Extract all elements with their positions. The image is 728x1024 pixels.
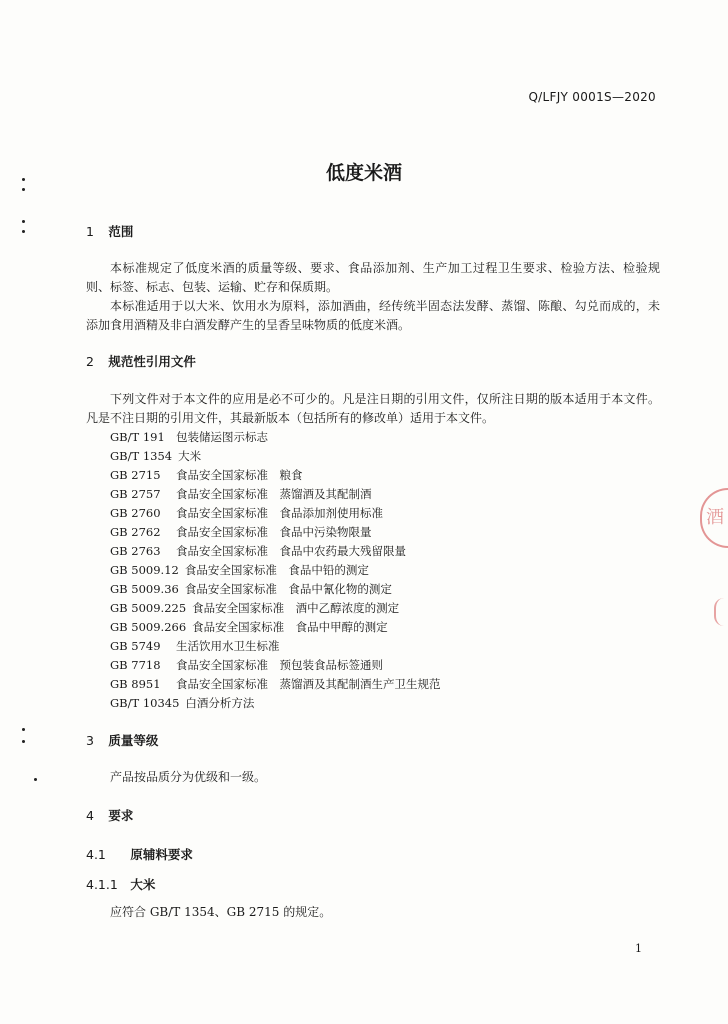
reference-item	[110, 542, 441, 561]
reference-item	[110, 428, 441, 447]
rice-requirement-paragraph: 应符合 GB/T 1354、GB 2715 的规定。	[110, 905, 332, 919]
section-title: 要求	[108, 808, 134, 823]
seal-fragment	[714, 598, 728, 626]
section-title: 原辅料要求	[130, 847, 193, 862]
quality-grade-paragraph: 产品按品质分为优级和一级。	[110, 770, 267, 784]
reference-code: GB 2715	[110, 468, 161, 482]
reference-code: GB 5749	[110, 639, 161, 653]
section-title: 质量等级	[108, 733, 159, 748]
reference-item	[110, 599, 441, 618]
scope-paragraph-1: 本标准规定了低度米酒的质量等级、要求、食品添加剂、生产加工过程卫生要求、检验方法、检验规则、标签、标志、包装、运输、贮存和保质期。	[86, 261, 660, 294]
reference-item	[110, 485, 441, 504]
reference-code: GB 5009.12	[110, 563, 179, 577]
reference-title: 食品安全国家标准 食品中氰化物的测定	[184, 582, 392, 596]
reference-item	[110, 694, 441, 713]
standard-code: Q/LFJY 0001S—2020	[528, 90, 656, 104]
reference-code: GB/T 10345	[110, 696, 180, 710]
reference-list	[110, 428, 441, 713]
reference-code: GB 5009.225	[110, 601, 187, 615]
section-title: 规范性引用文件	[108, 354, 196, 369]
reference-title: 包装储运图示标志	[176, 430, 268, 444]
reference-code: GB 2760	[110, 506, 161, 520]
section-number: 3	[86, 733, 94, 748]
section-title: 范围	[108, 224, 134, 239]
reference-code: GB 2757	[110, 487, 161, 501]
reference-item	[110, 656, 441, 675]
section-3-heading	[86, 731, 158, 749]
reference-title: 食品安全国家标准 食品中污染物限量	[176, 525, 372, 539]
section-1-heading	[86, 222, 133, 240]
scan-speck	[22, 740, 25, 743]
reference-code: GB 5009.36	[110, 582, 179, 596]
scan-speck	[22, 728, 25, 731]
reference-title: 食品安全国家标准 预包装食品标签通则	[176, 658, 383, 672]
section-4-1-1-heading	[86, 875, 155, 893]
reference-code: GB 5009.266	[110, 620, 187, 634]
reference-item	[110, 580, 441, 599]
reference-title: 食品安全国家标准 食品中甲醇的测定	[192, 620, 388, 634]
reference-title: 食品安全国家标准 蒸馏酒及其配制酒	[176, 487, 372, 501]
section-4-1-heading	[86, 845, 193, 863]
reference-code: GB 8951	[110, 677, 161, 691]
reference-title: 白酒分析方法	[185, 696, 255, 710]
scan-speck	[22, 188, 25, 191]
document-title: 低度米酒	[325, 162, 402, 184]
scan-speck	[22, 230, 25, 233]
reference-code: GB 7718	[110, 658, 161, 672]
section-number: 4	[86, 808, 94, 823]
reference-item	[110, 637, 441, 656]
reference-item	[110, 504, 441, 523]
section-number: 4.1.1	[86, 877, 118, 892]
reference-title: 食品安全国家标准 食品添加剂使用标准	[176, 506, 383, 520]
reference-title: 大米	[178, 449, 202, 463]
reference-title: 食品安全国家标准 酒中乙醇浓度的测定	[192, 601, 400, 615]
section-number: 1	[86, 224, 94, 239]
section-4-heading	[86, 806, 133, 824]
scan-speck	[34, 778, 37, 781]
reference-item	[110, 618, 441, 637]
official-seal-stamp: 酒	[700, 488, 728, 548]
section-number: 2	[86, 354, 94, 369]
references-intro: 下列文件对于本文件的应用是必不可少的。凡是注日期的引用文件，仅所注日期的版本适用于本文件。凡是不注日期的引用文件，其最新版本（包括所有的修改单）适用于本文件。	[86, 392, 660, 425]
section-title: 大米	[130, 877, 156, 892]
reference-title: 食品安全国家标准 食品中铅的测定	[184, 563, 369, 577]
reference-item	[110, 447, 441, 466]
reference-title: 生活饮用水卫生标准	[176, 639, 280, 653]
reference-item	[110, 523, 441, 542]
section-2-heading	[86, 352, 196, 370]
reference-title: 食品安全国家标准 食品中农药最大残留限量	[176, 544, 406, 558]
reference-code: GB/T 1354	[110, 449, 173, 463]
scan-speck	[22, 178, 25, 181]
section-number: 4.1	[86, 847, 106, 862]
reference-item	[110, 466, 441, 485]
reference-title: 食品安全国家标准 粮食	[176, 468, 303, 482]
page-number: 1	[635, 942, 642, 955]
reference-code: GB 2763	[110, 544, 161, 558]
scope-paragraph-2: 本标准适用于以大米、饮用水为原料，添加酒曲，经传统半固态法发酵、蒸馏、陈酿、勾兑而成的，未添加食用酒精及非白酒发酵产生的呈香呈味物质的低度米酒。	[86, 299, 660, 332]
reference-item	[110, 561, 441, 580]
reference-code: GB 2762	[110, 525, 161, 539]
reference-item	[110, 675, 441, 694]
reference-code: GB/T 191	[110, 430, 165, 444]
scan-speck	[22, 220, 25, 223]
reference-title: 食品安全国家标准 蒸馏酒及其配制酒生产卫生规范	[176, 677, 441, 691]
